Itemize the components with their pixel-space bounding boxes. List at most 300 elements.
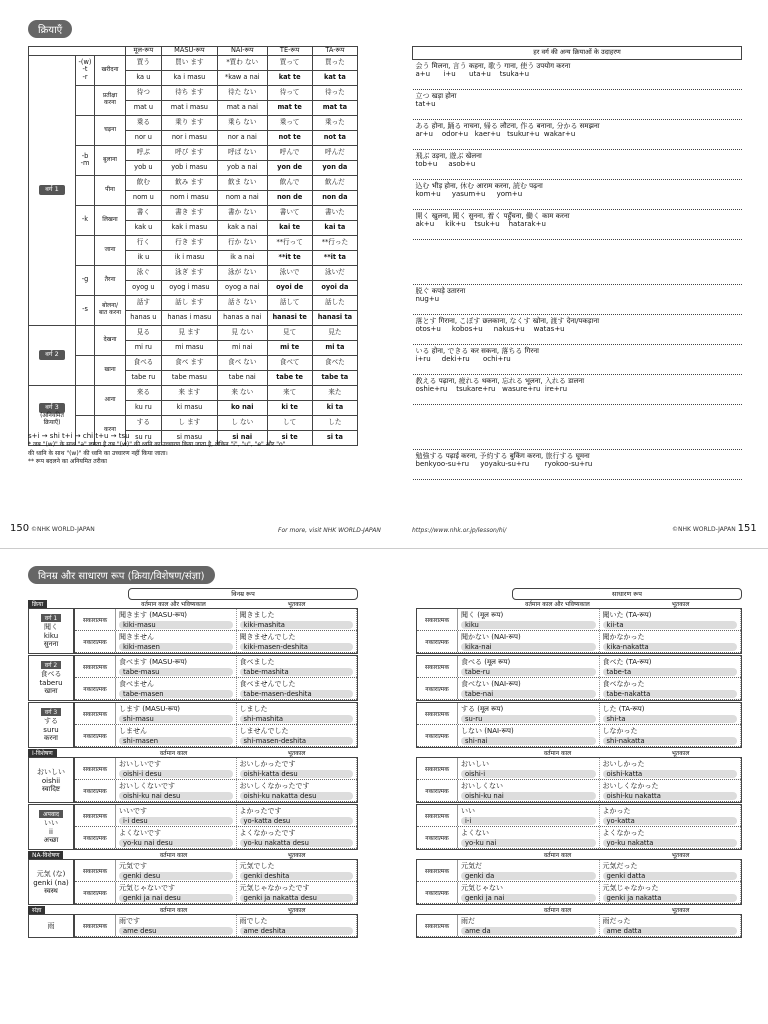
form-category [28, 859, 74, 905]
form-category [28, 804, 74, 850]
group-label-cell [29, 55, 76, 325]
conjugation-row [29, 385, 358, 400]
form-cell [458, 915, 600, 936]
form-romaji: genki ja nakatta desu [240, 894, 354, 902]
romaji-form-cell: si ta [312, 430, 357, 445]
example-row [413, 150, 742, 180]
form-rows [74, 757, 358, 803]
form-kana: よくなかったです [239, 829, 296, 837]
kana-form-cell: 話した [312, 295, 357, 310]
polite-forms-table [28, 588, 358, 939]
tense-subheader [28, 906, 358, 914]
conjugation-notes [28, 432, 285, 466]
romaji-form-cell: oyog i masu [161, 280, 217, 295]
column-header: NAI-रूप [217, 47, 267, 56]
form-cell [237, 703, 358, 724]
form-cell [237, 827, 358, 848]
polarity-label: नकारात्मक [417, 725, 458, 746]
ending-cell: -b -m [76, 145, 95, 175]
category-text: अच्छा [43, 835, 59, 844]
form-row [417, 805, 741, 827]
example-cell [413, 375, 742, 405]
page-divider [0, 548, 768, 549]
form-kana: 食べない (NAI-रूप) [461, 680, 521, 688]
form-kana: 食べた (TA-रूप) [602, 658, 652, 666]
polarity-label: सकारात्मक [417, 805, 458, 826]
form-cell [458, 827, 600, 848]
romaji-form-cell: tabe masu [161, 370, 217, 385]
example-romaji: kom+u yasum+u yom+u [415, 190, 523, 199]
example-romaji: ak+u kik+u tsuk+u hatarak+u [415, 220, 546, 229]
form-kana: おいしかった [602, 760, 645, 768]
form-row [417, 780, 741, 802]
form-category [28, 757, 74, 803]
kana-form-cell: 来 ます [161, 385, 217, 400]
romaji-form-cell: si masu [161, 430, 217, 445]
form-cell [116, 915, 237, 936]
ending-cell [76, 385, 95, 415]
polarity-label: नकारात्मक [417, 827, 458, 848]
meaning-cell: करना [95, 415, 126, 445]
form-kana: 食べました [239, 658, 275, 666]
examples-header: हर वर्ग की अन्य क्रियाओं के उदाहरण [413, 47, 742, 60]
category-text: अपवाद [39, 810, 63, 818]
form-cell [600, 656, 742, 677]
romaji-form-cell: ki te [267, 400, 312, 415]
kana-form-cell: 飲ま ない [217, 175, 267, 190]
form-cell [458, 631, 600, 652]
kana-form-cell: 買った [312, 55, 357, 70]
form-cell [600, 915, 742, 936]
example-words: 会う मिलना, 言う कहना, 歌う गाना, 使う उपयोग करना [415, 62, 571, 70]
form-romaji: yo-ku nakatta desu [240, 839, 354, 847]
form-kana: おいしかったです [239, 760, 296, 768]
form-kana: しない (NAI-रूप) [461, 727, 514, 735]
footer-url[interactable]: https://www.nhk.or.jp/lesson/hi/ [412, 527, 507, 534]
example-words: ある होना, 踊る नाचना, 帰る लौटना, 作る बनाना, 分かる समझना [415, 122, 600, 130]
form-cell [458, 882, 600, 903]
polarity-label: सकारात्मक [75, 703, 116, 724]
form-kana: する (मूल रूप) [461, 705, 504, 713]
form-romaji: yo-katta desu [240, 817, 354, 825]
form-romaji: kiki-mashita [240, 621, 354, 629]
form-cell [116, 805, 237, 826]
form-rows [416, 608, 742, 654]
form-kana: 雨だった [602, 917, 631, 925]
tense-subheader [28, 600, 358, 608]
form-romaji: kii-ta [603, 621, 738, 629]
category-text: する [44, 716, 58, 725]
page-number-right: 151 [737, 523, 757, 534]
form-kana: 聞きました [239, 611, 275, 619]
form-row [75, 656, 357, 678]
romaji-form-cell: mat a nai [217, 100, 267, 115]
form-romaji: oishi-ku nakatta desu [240, 792, 354, 800]
form-block [28, 702, 358, 748]
romaji-form-cell: tabe nai [217, 370, 267, 385]
form-cell [116, 860, 237, 881]
form-cell [600, 758, 742, 779]
romaji-form-cell: hanas i masu [161, 310, 217, 325]
romaji-form-cell: kat ta [312, 70, 357, 85]
romaji-form-cell: nom i masu [161, 190, 217, 205]
kana-form-cell: 泳ぐ [126, 265, 162, 280]
section-tag-badge: क्रिया [28, 600, 47, 608]
form-kana: おいしくなかった [602, 782, 659, 790]
example-words: 教える पढ़ाना, 疲れる थकना, 忘れる भूलना, 入れる डालना [415, 377, 585, 385]
conjugation-row [29, 355, 358, 370]
romaji-form-cell: yon de [267, 160, 312, 175]
form-row [417, 703, 741, 725]
form-romaji: shi-masen-deshita [240, 737, 354, 745]
form-cell [237, 725, 358, 746]
form-cell [237, 758, 358, 779]
form-romaji: ame datta [603, 927, 738, 935]
verb-examples-table [412, 46, 742, 480]
example-romaji: tat+u [415, 100, 436, 109]
category-text: 元気 (な) [36, 869, 66, 878]
form-kana: 聞いた (TA-रूप) [602, 611, 652, 619]
form-rows [74, 655, 358, 701]
ending-cell: -(w) -t -r [76, 55, 95, 85]
examples-header-row [413, 47, 742, 60]
form-romaji: tabe-masen [119, 690, 233, 698]
example-row [413, 450, 742, 480]
tense-past: भूतकाल [671, 601, 690, 608]
form-kana: いいです [119, 807, 147, 815]
form-cell [116, 827, 237, 848]
kana-form-cell: 待った [312, 85, 357, 100]
form-romaji: i-i [461, 817, 596, 825]
kana-form-cell: 呼ば ない [217, 145, 267, 160]
form-kana: 雨でした [239, 917, 268, 925]
form-cell [116, 609, 237, 630]
form-row [417, 882, 741, 904]
form-category [28, 655, 74, 701]
example-romaji: otos+u kobos+u nakus+u watas+u [415, 325, 565, 334]
meaning-cell: खाना [95, 355, 126, 385]
form-romaji: genki deshita [240, 872, 354, 880]
example-row [413, 315, 742, 345]
polarity-label: नकारात्मक [75, 631, 116, 652]
romaji-form-cell: ko nai [217, 400, 267, 415]
kana-form-cell: 買う [126, 55, 162, 70]
kana-form-cell: 食べる [126, 355, 162, 370]
example-row [413, 375, 742, 405]
form-cell [116, 703, 237, 724]
form-kana: 食べます (MASU-रूप) [119, 658, 188, 666]
polarity-label: नकारात्मक [75, 882, 116, 903]
conjugation-grid [28, 46, 358, 446]
form-kana: 食べませんでした [239, 680, 296, 688]
polarity-label: नकारात्मक [417, 882, 458, 903]
polarity-label: नकारात्मक [417, 678, 458, 699]
example-row [413, 180, 742, 210]
conjugation-row [29, 55, 358, 70]
form-romaji: tabe-nai [461, 690, 596, 698]
form-kana: 食べません [119, 680, 154, 688]
form-row [75, 805, 357, 827]
form-romaji: oishi-ku nakatta [603, 792, 738, 800]
form-kana: 元気じゃないです [119, 884, 175, 892]
meaning-cell: बुलाना [95, 145, 126, 175]
form-block [412, 914, 742, 938]
tense-present: वर्तमान काल [159, 852, 188, 859]
polarity-label: सकारात्मक [75, 860, 116, 881]
form-cell [237, 915, 358, 936]
romaji-form-cell: kak a nai [217, 220, 267, 235]
form-row [75, 678, 357, 700]
example-romaji: oshie+ru tsukare+ru wasure+ru ire+ru [415, 385, 568, 394]
form-romaji: kiki-masu [119, 621, 233, 629]
example-words: 勉強する पढ़ाई करना, 予約する बुकिंग करना, 旅行する घूमना [415, 452, 590, 460]
form-romaji: oishi-i [461, 770, 596, 778]
section-tag [28, 851, 112, 859]
form-kana: しなかった [602, 727, 638, 735]
form-block [412, 804, 742, 850]
example-cell [413, 405, 742, 450]
note-line: s+i → shi t+i → chi t+u → tsu [28, 432, 130, 440]
form-rows [416, 804, 742, 850]
example-words: 開く खुलना, 聞く सुनना, 着く पहुँचना, 働く काम करना [415, 212, 570, 220]
kana-form-cell: 泳いだ [312, 265, 357, 280]
section-tag [412, 906, 496, 914]
plain-forms-table [412, 588, 742, 939]
tense-present: वर्तमान काल [159, 750, 188, 757]
header-row [29, 47, 358, 56]
romaji-form-cell: oyog u [126, 280, 162, 295]
form-kana: 雨です [119, 917, 140, 925]
column-header: MASU-रूप [161, 47, 217, 56]
form-romaji: shi-mashita [240, 715, 354, 723]
polarity-label: नकारात्मक [417, 631, 458, 652]
footer-visit-link[interactable]: For more, visit NHK WORLD-JAPAN [278, 527, 381, 534]
tense-subheader [412, 600, 742, 608]
form-kana: おいしいです [119, 760, 161, 768]
form-cell [116, 725, 237, 746]
kana-form-cell: 飲み ます [161, 175, 217, 190]
kana-form-cell: 乗った [312, 115, 357, 130]
form-cell [237, 656, 358, 677]
footer-brand-left: ©NHK WORLD-JAPAN [31, 526, 95, 533]
kana-form-cell: 呼び ます [161, 145, 217, 160]
category-text: वर्ग 2 [41, 661, 61, 669]
romaji-form-cell: oyoi de [267, 280, 312, 295]
form-romaji: tabe-masu [119, 668, 233, 676]
form-romaji: kiki-masen-deshita [240, 643, 354, 651]
romaji-form-cell: hanas u [126, 310, 162, 325]
category-text: स्वादिष्ट [41, 784, 61, 793]
form-block [28, 804, 358, 850]
form-row [417, 609, 741, 631]
form-row [417, 678, 741, 700]
form-romaji: i-i desu [119, 817, 233, 825]
example-cell [413, 120, 742, 150]
page-title-verbs: क्रियाएँ [28, 20, 72, 38]
meaning-cell: तैरना [95, 265, 126, 295]
page-title-forms: विनम्र और साधारण रूप (क्रिया/विशेषण/संज्ञा) [28, 566, 215, 584]
form-cell [116, 678, 237, 699]
kana-form-cell: 話し ます [161, 295, 217, 310]
form-cell [458, 678, 600, 699]
form-row [75, 860, 357, 882]
kana-form-cell: 行き ます [161, 235, 217, 250]
romaji-form-cell: non da [312, 190, 357, 205]
footer-brand-right: ©NHK WORLD-JAPAN [672, 526, 736, 533]
category-text: oishii [41, 776, 61, 785]
form-block [412, 608, 742, 654]
romaji-form-cell: hanas a nai [217, 310, 267, 325]
kana-form-cell: 食べて [267, 355, 312, 370]
romaji-form-cell: ik u [126, 250, 162, 265]
form-cell [600, 780, 742, 801]
form-kana: しませんでした [239, 727, 289, 735]
polarity-label: सकारात्मक [75, 609, 116, 630]
ending-cell [76, 85, 95, 115]
conjugation-row [29, 325, 358, 340]
footer-left [10, 523, 95, 534]
romaji-form-cell: kak u [126, 220, 162, 235]
group-badge: वर्ग 2 [39, 350, 64, 359]
examples-grid [412, 46, 742, 480]
ending-cell [76, 355, 95, 385]
category-text: वर्ग 3 [41, 708, 61, 716]
example-words: 込む भीड़ होना, 休む आराम करना, 読む पढ़ना [415, 182, 543, 190]
romaji-form-cell: kai ta [312, 220, 357, 235]
tense-subheader [28, 851, 358, 859]
example-romaji: benkyoo-su+ru yoyaku-su+ru ryokoo-su+ru [415, 460, 593, 469]
group-badge: वर्ग 1 [39, 185, 64, 194]
form-romaji: shi-masen [119, 737, 233, 745]
form-cell [600, 725, 742, 746]
romaji-form-cell: mi masu [161, 340, 217, 355]
kana-form-cell: 待ち ます [161, 85, 217, 100]
romaji-form-cell: tabe te [267, 370, 312, 385]
kana-form-cell: 書か ない [217, 205, 267, 220]
example-row [413, 405, 742, 450]
form-romaji: ame da [461, 927, 596, 935]
romaji-form-cell: ku ru [126, 400, 162, 415]
column-header: TA-रूप [312, 47, 357, 56]
form-block [412, 859, 742, 905]
form-kana: 聞きませんでした [239, 633, 296, 641]
form-cell [237, 631, 358, 652]
section-tag [412, 851, 496, 859]
form-cell [237, 860, 358, 881]
example-row [413, 345, 742, 375]
section-tag [28, 906, 112, 914]
kana-form-cell: 乗って [267, 115, 312, 130]
form-kana: よくない [461, 829, 489, 837]
example-romaji: tob+u asob+u [415, 160, 476, 169]
tense-past: भूतकाल [671, 750, 690, 757]
kana-form-cell: 見 ない [217, 325, 267, 340]
form-row [75, 882, 357, 904]
romaji-form-cell: mi te [267, 340, 312, 355]
group-label-cell [29, 325, 76, 385]
meaning-cell: खरीदना [95, 55, 126, 85]
romaji-form-cell: not ta [312, 130, 357, 145]
example-romaji: ar+u odor+u kaer+u tsukur+u wakar+u [415, 130, 576, 139]
romaji-form-cell: tabe ru [126, 370, 162, 385]
romaji-form-cell: mat u [126, 100, 162, 115]
form-romaji: kika-nakatta [603, 643, 738, 651]
romaji-form-cell: hanasi te [267, 310, 312, 325]
romaji-form-cell: mat ta [312, 100, 357, 115]
kana-form-cell: 買い ます [161, 55, 217, 70]
form-cell [600, 805, 742, 826]
tense-past: भूतकाल [287, 601, 306, 608]
meaning-cell: आना [95, 385, 126, 415]
plain-form-header: साधारण रूप [512, 588, 742, 600]
example-romaji: i+ru deki+ru ochi+ru [415, 355, 511, 364]
form-romaji: oishi-ku nai desu [119, 792, 233, 800]
kana-form-cell: **行った [312, 235, 357, 250]
romaji-form-cell: ik i masu [161, 250, 217, 265]
form-row [75, 703, 357, 725]
form-kana: おいしくないです [119, 782, 175, 790]
example-cell [413, 285, 742, 315]
form-row [417, 758, 741, 780]
romaji-form-cell: **it ta [312, 250, 357, 265]
form-kana: 元気でした [239, 862, 275, 870]
form-rows [74, 702, 358, 748]
form-kana: 雨だ [461, 917, 475, 925]
ending-cell [76, 235, 95, 265]
kana-form-cell: 食べた [312, 355, 357, 370]
form-kana: しません [119, 727, 147, 735]
form-cell [237, 882, 358, 903]
romaji-form-cell: si nai [217, 430, 267, 445]
form-cell [600, 827, 742, 848]
column-header: मूल-रूप [126, 47, 162, 56]
category-text: suru [43, 725, 59, 734]
note-line: ** रूप बदलने का अनियमित तरीका [28, 457, 107, 465]
tense-subheader [412, 851, 742, 859]
romaji-form-cell: kak i masu [161, 220, 217, 235]
form-rows [74, 804, 358, 850]
section-tag-badge: NA-विशेषण [28, 851, 63, 859]
form-cell [458, 725, 600, 746]
romaji-form-cell: nor u [126, 130, 162, 145]
form-romaji: yo-ku nai desu [119, 839, 233, 847]
conjugation-row [29, 175, 358, 190]
category-text: ii [49, 827, 53, 836]
form-kana: 元気じゃなかった [602, 884, 659, 892]
form-cell [458, 860, 600, 881]
example-row [413, 285, 742, 315]
form-romaji: yo-katta [603, 817, 738, 825]
form-cell [116, 780, 237, 801]
kana-form-cell: 見る [126, 325, 162, 340]
tense-subheader [28, 749, 358, 757]
example-row [413, 240, 742, 285]
kana-form-cell: 乗ら ない [217, 115, 267, 130]
meaning-cell: प्रतीक्षा करना [95, 85, 126, 115]
kana-form-cell: 飲んで [267, 175, 312, 190]
example-words: 脱ぐ कपड़े उतारना [415, 287, 466, 295]
tense-past: भूतकाल [671, 852, 690, 859]
form-kana: よかった [602, 807, 631, 815]
romaji-form-cell: **it te [267, 250, 312, 265]
example-words: いる होना, できる कर सकना, 落ちる गिरना [415, 347, 539, 355]
polarity-label: सकारात्मक [417, 758, 458, 779]
kana-form-cell: 飲んだ [312, 175, 357, 190]
category-text: taberu [39, 678, 63, 687]
section-tag-badge: I-विशेषण [28, 749, 57, 757]
category-text: वर्ग 1 [41, 614, 61, 622]
form-cell [116, 631, 237, 652]
